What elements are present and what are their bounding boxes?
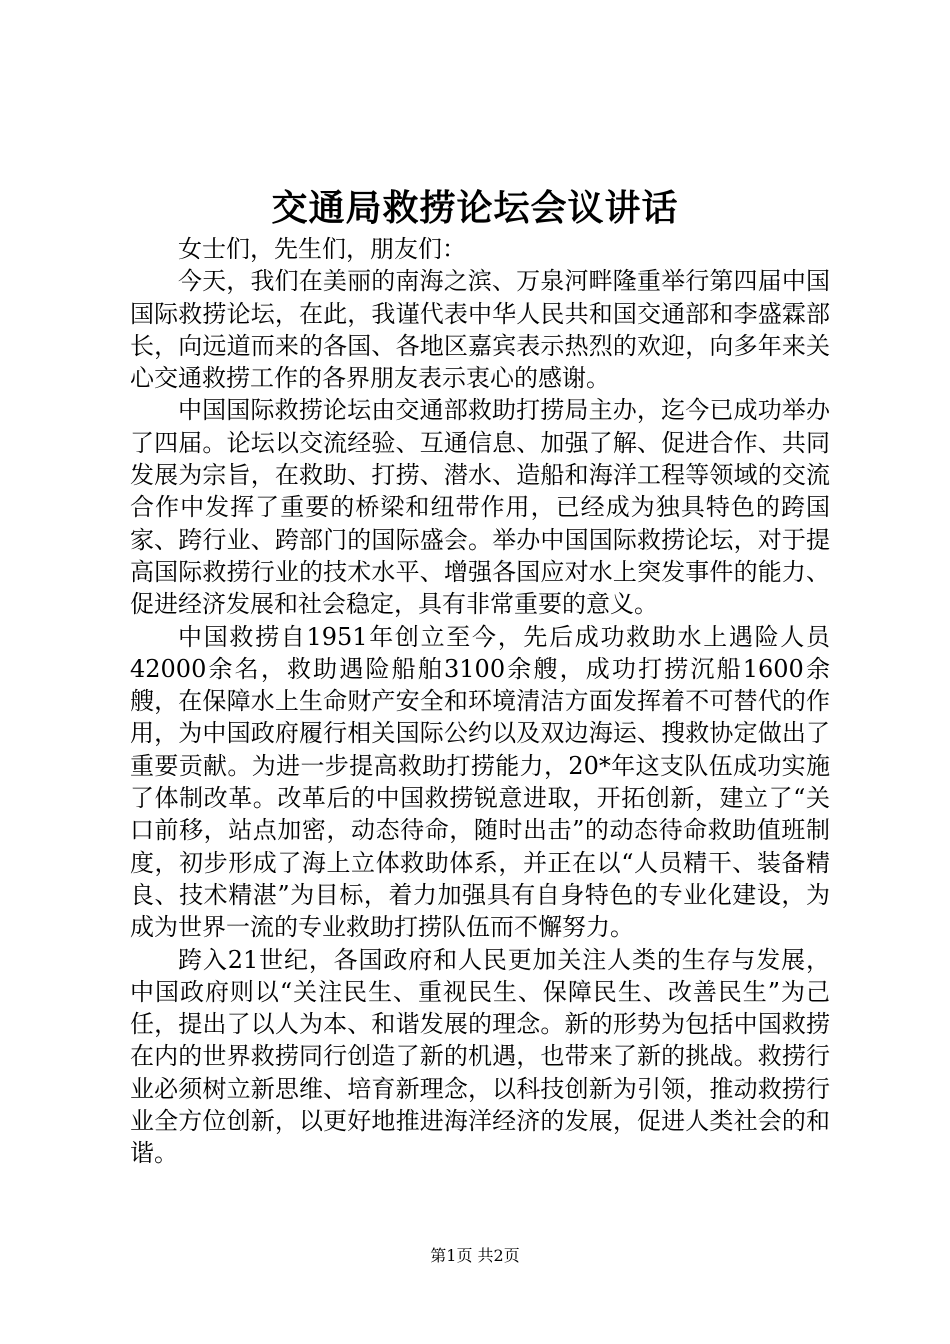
history-paragraph: 中国救捞自1951年创立至今，先后成功救助水上遇险人员42000余名，救助遇险船舶3100余艘，成功打捞沉船1600余艘，在保障水上生命财产安全和环境清洁方面发挥着不可替代的作用，为中国政府履行相关国际公约以及双边海运、搜救协定做出了重要贡献。为进一步提高救助打捞能力，20*年这支队伍成功实施了体制改革。改革后的中国救捞锐意进取，开拓创新，建立了“关口前移，站点加密，动态待命，随时出击”的动态待命救助值班制度，初步形成了海上立体救助体系，并正在以“人员精干、装备精良、技术精湛”为目标，着力加强具有自身特色的专业化建设，为成为世界一流的专业救助打捞队伍而不懈努力。 — [130, 622, 830, 942]
salutation-paragraph: 女士们，先生们，朋友们： — [178, 235, 466, 263]
document-body — [130, 233, 830, 1170]
opening-paragraph: 今天，我们在美丽的南海之滨、万泉河畔隆重举行第四届中国国际救捞论坛，在此，我谨代表中华人民共和国交通部和李盛霖部长，向远道而来的各国、各地区嘉宾表示热烈的欢迎，向多年来关心交通救捞工作的各界朋友表示衷心的感谢。 — [130, 267, 830, 393]
document-title: 交通局救捞论坛会议讲话 — [271, 187, 679, 229]
outlook-paragraph: 跨入21世纪，各国政府和人民更加关注人类的生存与发展，中国政府则以“关注民生、重视民生、保障民生、改善民生”为己任，提出了以人为本、和谐发展的理念。新的形势为包括中国救捞在内的世界救捞同行创造了新的机遇，也带来了新的挑战。救捞行业必须树立新思维、培育新理念，以科技创新为引领，推动救捞行业全方位创新，以更好地推进海洋经济的发展，促进人类社会的和谐。 — [130, 945, 830, 1168]
page-number-footer: 第1页 共2页 — [430, 1246, 520, 1265]
forum-intro-paragraph: 中国国际救捞论坛由交通部救助打捞局主办，迄今已成功举办了四届。论坛以交流经验、互通信息、加强了解、促进合作、共同发展为宗旨，在救助、打捞、潜水、造船和海洋工程等领域的交流合作中发挥了重要的桥梁和纽带作用，已经成为独具特色的跨国家、跨行业、跨部门的国际盛会。举办中国国际救捞论坛，对于提高国际救捞行业的技术水平、增强各国应对水上突发事件的能力、促进经济发展和社会稳定，具有非常重要的意义。 — [130, 396, 830, 619]
